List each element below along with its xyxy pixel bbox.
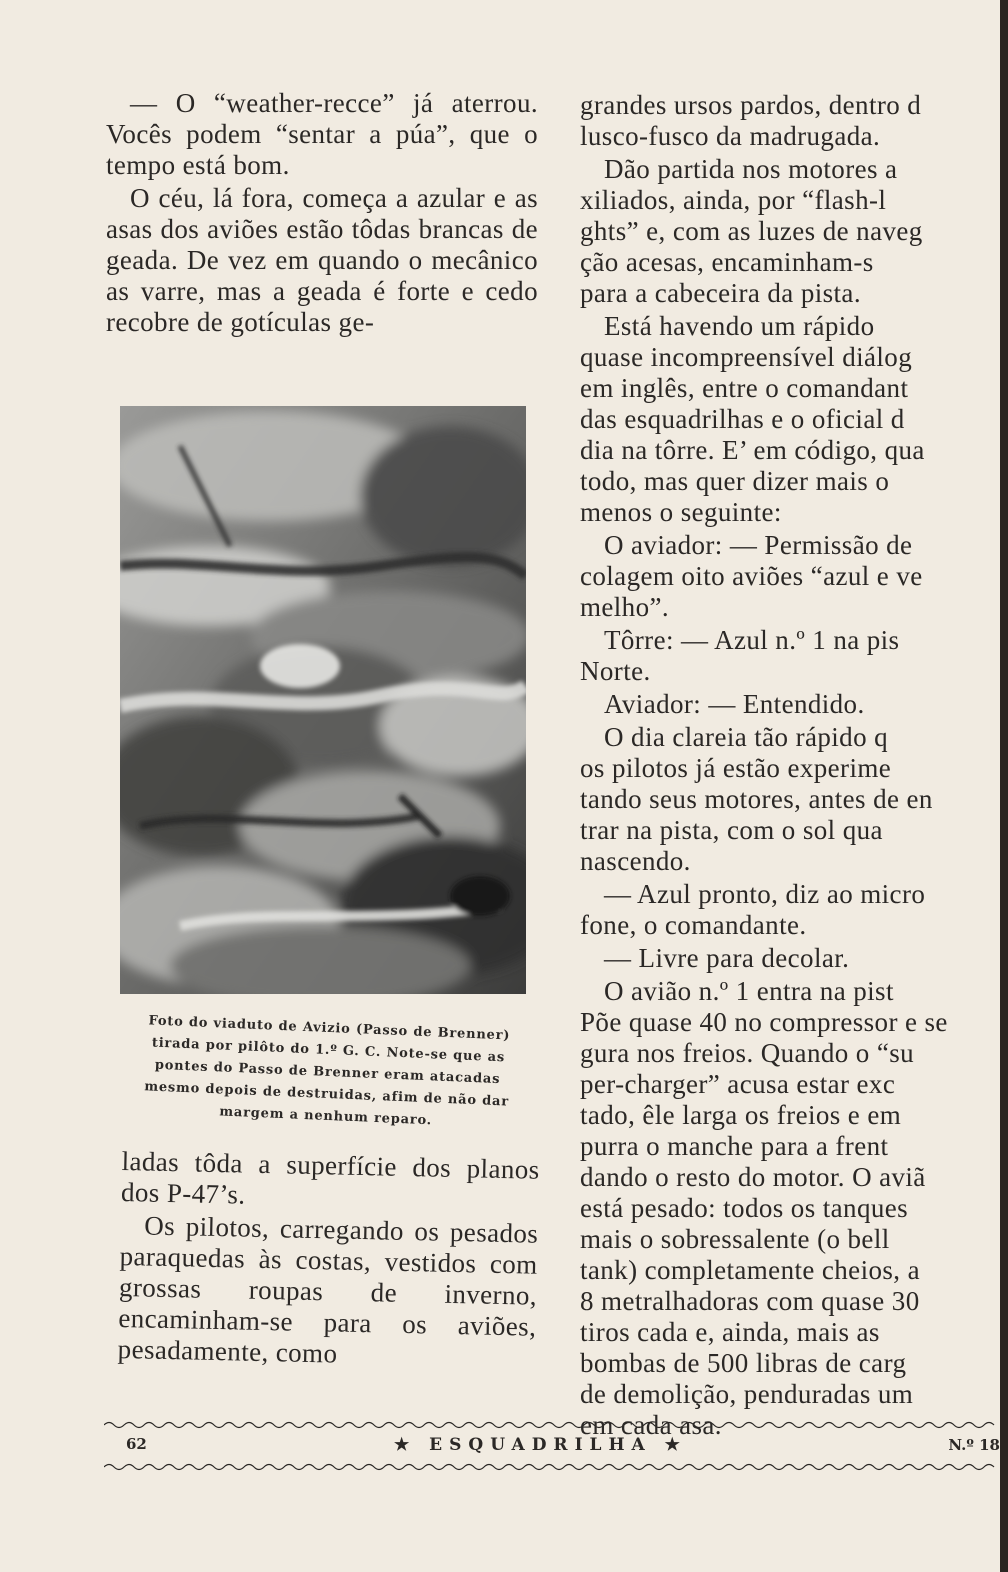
right-paragraph [580,530,1000,623]
right-paragraph [580,625,1000,687]
text-line: de demolição, penduradas um [580,1379,914,1409]
text-line: ção acesas, encaminham-s [580,247,874,277]
photo-viaduct-drawing [120,406,526,994]
paragraph-continuation: ladas tôda a superfície dos planos dos P-47’s. [120,1146,540,1210]
text-line: Norte. [580,656,651,686]
text-line: tank) completamente cheios, a [580,1255,920,1285]
text-line: está pesado: todos os tanques [580,1193,909,1223]
text-line: bombas de 500 libras de carg [580,1348,907,1378]
footer-rule-top [104,1420,1000,1430]
text-line: Tôrre: — Azul n.º 1 na pis [604,625,900,655]
text-line: para a cabeceira da pista. [580,278,861,308]
left-column-bottom [117,1146,540,1376]
right-paragraph [580,879,1000,941]
text-line: Está havendo um rápido [604,311,875,341]
page-footer [104,1432,1000,1462]
text-line: ghts” e, com as luzes de naveg [580,216,923,246]
text-line: 8 metralhadoras com quase 30 [580,1286,920,1316]
text-line: os pilotos já estão experime [580,753,892,783]
text-line: mais o sobressalente (o bell [580,1224,890,1254]
text-line: colagem oito aviões “azul e ve [580,561,923,591]
text-line: Põe quase 40 no compressor e se [580,1007,948,1037]
text-line: grandes ursos pardos, dentro d [580,90,922,120]
text-line: gura nos freios. Quando o “su [580,1038,915,1068]
text-line: em inglês, entre o comandant [580,373,909,403]
text-line: nascendo. [580,846,691,876]
text-line: O avião n.º 1 entra na pist [604,976,894,1006]
issue-number: N.º 18 [948,1436,1000,1454]
text-line: O dia clareia tão rápido q [604,722,889,752]
text-line: xiliados, ainda, por “flash-l [580,185,887,215]
text-line: dia na tôrre. E’ em código, qua [580,435,925,465]
text-line: das esquadrilhas e o oficial d [580,404,905,434]
left-column-top [106,88,538,340]
paragraph-pilots: Os pilotos, carregando os pesados paraquedas às costas, vestidos com grossas roupas de inverno, encaminham-se para os aviões, pesadamente, como [117,1210,539,1369]
text-line: trar na pista, com o sol qua [580,815,883,845]
text-line: melho”. [580,592,670,622]
text-line: em cada asa. [580,1410,722,1440]
text-line: purra o manche para a frent [580,1131,889,1161]
text-line: Dão partida nos motores a [604,154,898,184]
text-line: per-charger” acusa estar exc [580,1069,896,1099]
text-line: O aviador: — Permissão de [604,530,913,560]
text-line: quase incompreensível diálog [580,342,913,372]
text-line: todo, mas quer dizer mais o [580,466,890,496]
right-paragraph [580,311,1000,528]
text-line: dando o resto do motor. O aviã [580,1162,926,1192]
paragraph-weather-recce: — O “weather-recce” já aterrou. Vocês podem “sentar a púa”, que o tempo está bom. [106,88,538,180]
text-line: lusco-fusco da madrugada. [580,121,881,151]
right-paragraph [580,943,1000,974]
text-line: tando seus motores, antes de en [580,784,933,814]
text-line: fone, o comandante. [580,910,807,940]
right-paragraph [580,689,1000,720]
text-line: — Livre para decolar. [604,943,850,973]
right-paragraph [580,976,1000,1441]
text-line: — Azul pronto, diz ao micro [604,879,926,909]
photo-caption: Foto do viaduto de Avizio (Passo de Brenner) tirada por pilôto do 1.º G. C. Note-se que as pontes do Passo de Brenner eram atacadas mesmo depois de destruidas, afim de não dar margem a nenhum reparo. [144,1013,511,1129]
text-line: Aviador: — Entendido. [604,689,865,719]
magazine-title: ★ ESQUADRILHA ★ [394,1435,687,1455]
page-number: 62 [126,1435,147,1453]
right-column [580,90,1000,1443]
paragraph-sky-frost: O céu, lá fora, começa a azular e as asas dos aviões estão tôdas brancas de geada. De vez em quando o mecânico as varre, mas a geada é forte e cedo recobre de gotículas ge- [106,183,538,337]
photo-viaduct-image [120,406,526,994]
text-line: menos o seguinte: [580,497,782,527]
right-paragraph [580,722,1000,877]
text-line: tado, êle larga os freios e em [580,1100,902,1130]
right-paragraph [580,90,1000,152]
footer-rule-bottom [104,1462,1000,1472]
right-paragraph [580,154,1000,309]
text-line: tiros cada e, ainda, mais as [580,1317,880,1347]
